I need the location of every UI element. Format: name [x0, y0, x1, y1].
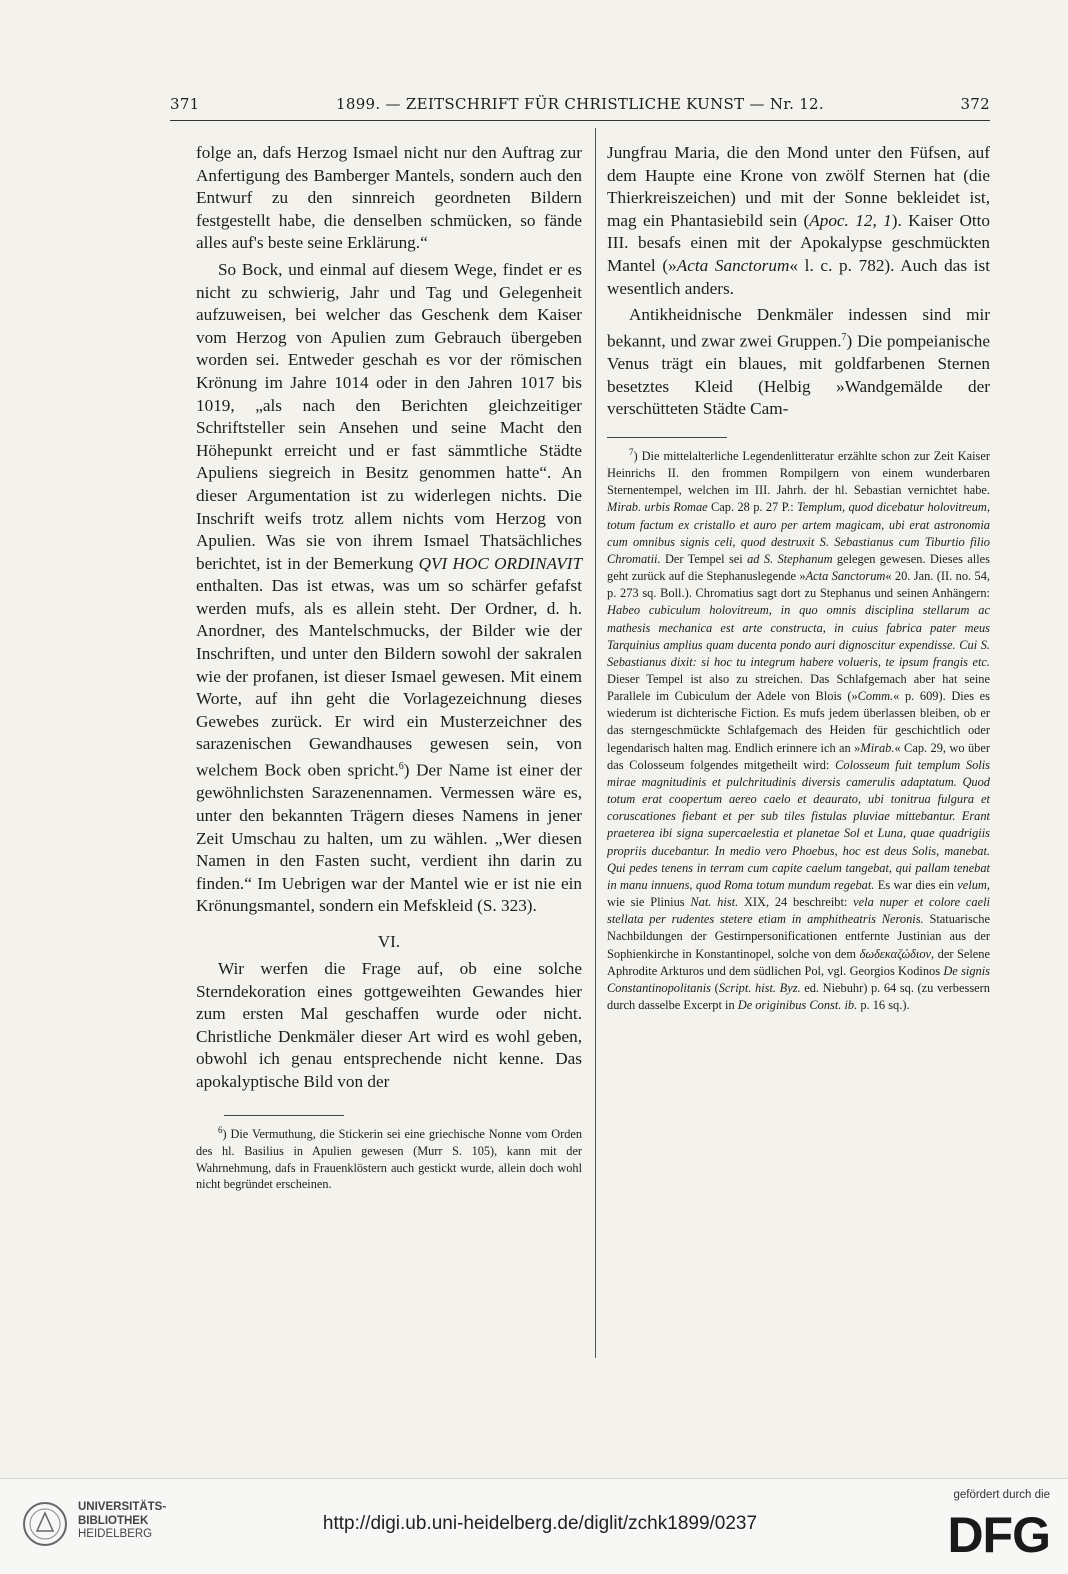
header-rule [170, 120, 990, 121]
i: De originibus Const. ib. [737, 997, 858, 1012]
permalink[interactable]: http://digi.ub.uni-heidelberg.de/diglit/zchk1899/0237 [322, 1513, 758, 1534]
t: Es war dies ein [877, 877, 954, 892]
funding-note: gefördert durch die [953, 1489, 1050, 1501]
t: « Cap. 29, wo über das Colosseum folgendes mitgetheilt wird: [607, 740, 991, 772]
paragraph [607, 304, 990, 421]
page-number-left: 371 [170, 95, 200, 113]
left-column [196, 142, 582, 1193]
paragraph [196, 259, 582, 918]
paragraph [607, 142, 990, 300]
t: Der Tempel sei [664, 551, 743, 566]
i: Habeo cubiculum holovitreum, in quo omnis disciplina stellarum ac mathesis mechanica est arte constructa, in cuius fabrica pater meus Tarquinius amplius quam ducenta pondo auri dignoscitur expendisse. Cui S. Sebastianus dixit: si hoc tu integrum habere volueris, te ipsum frangis etc. [607, 603, 990, 669]
viewer-footer [0, 1478, 1068, 1574]
i: Colosseum fuit templum Solis mirae magnitudinis et pulchritudinis diversis camerulis adaptatum. Quod totum erat coopertum aereo caelo et deaurato, ubi tonitrua fulgura et coruscationes fiebant et per sub tiles fistulas pluviae mittebantur. Erant praeterea ibi signa supercaelestia et planetae Sol et Luna, quae quadrigiis propriis ducebantur. In medio vero Phoebus, hoc est deus Solis, manebat. Qui pedes tenens in terram cum capite caelum tangebat, qui pallam tenebat in manu innuens, quod Roma totum mundum regebat. [607, 757, 990, 892]
t: p. 16 sq.). [860, 997, 910, 1012]
t: ( [714, 980, 719, 995]
i: Mirab. urbis Romae [607, 500, 708, 515]
footnote-ref: 7 [841, 331, 847, 343]
t: ed. Niebuhr) p. 64 sq. (zu verbessern durch dasselbe Excerpt in [607, 980, 990, 1012]
t: XIX, 24 beschreibt: [743, 895, 848, 910]
i: Templum, quod dicebatur holovitreum, totum factum ex cristallo et auro per artem magicam, ubi erat astronomia cum omnibus signis celi, quod destruxit S. Sebastianus cum Tiburtio filio Chromatii. [607, 500, 990, 566]
footnote-number: 6 [218, 1125, 223, 1136]
footnote-ref: 6 [398, 761, 404, 773]
text-run: Jungfrau Maria, die den Mond unter den Füfsen, auf dem Haupte eine Krone von zwölf Sternen hat (die Thierkreiszeichen) und mit der Sonne bekleidet ist, mag ein Phantasiebild sein ( [607, 143, 990, 230]
library-line: BIBLIOTHEK [78, 1514, 149, 1527]
text-run: enthalten. Das ist etwas, was um so schärfer gefafst werden mufs, als es allein steht. Der Ordner, d. h. Anordner, des Mantelschmucks, der Bilder wie der Inschriften, und unter den Bildern sowohl der sakralen wie der profanen, ist dieser Ismael gewesen. Mit einem Worte, auf ihn geht die Vorlagezeichnung dieses Gewebes zurück. Er wird ein Musterzeichner des sarazenischen Gewandhauses gewesen sein, von welchem Bock oben spricht. [196, 576, 582, 780]
citation: Acta Sanctorum [676, 255, 790, 275]
t: gelegen gewesen. Dieses alles geht zurück auf die Stephanuslegende » [607, 551, 990, 584]
t: , der Selene Aphrodite Arkturos und dem südlichen Pol, vgl. Georgios Kodinos [607, 946, 990, 978]
running-header [170, 95, 990, 121]
i: Nat. hist. [690, 895, 739, 910]
footnote-rule [224, 1115, 344, 1116]
footnote-rule [607, 437, 727, 438]
paragraph: Wir werfen die Frage auf, ob eine solche Sterndekoration eines gottgeweihten Gewandes hier zum ersten Mal geschaffen wurde oder nicht. Christliche Denkmäler dieser Art wird es wohl geben, obwohl ich genau entsprechende nicht kenne. Das apokalyptische Bild von der [196, 958, 582, 1091]
i: Script. hist. Byz. [718, 980, 801, 995]
right-column [607, 142, 990, 1014]
t: Cap. 28 p. 27 P.: [711, 500, 794, 515]
text-run: Antikheidnische Denkmäler indessen sind mir bekannt, und zwar zwei Gruppen. [607, 305, 990, 351]
t: Statuarische Nachbildungen der Gestirnpersonificationen entfernte Justinian aus der Sophienkirche in Konstantinopel, solche von dem [607, 912, 990, 961]
t: « p. 609). Dies es wiederum ist dichterische Fiction. Es mufs jedem überlassen bleiben, ob er das sterngeschmückte Schlafgemach des Heiden für geschichtlich oder legendarisch halten mag. Endlich erinnere ich an » [607, 689, 990, 755]
footnote-number: 7 [629, 446, 634, 457]
journal-title: 1899. — ZEITSCHRIFT FÜR CHRISTLICHE KUNST — Nr. 12. [336, 95, 824, 113]
greek-word: δωδεκαζώδιον [859, 946, 932, 961]
text-run: « l. c. p. 782). Auch das ist wesentlich anders. [607, 255, 990, 298]
i: Mirab. [860, 740, 895, 755]
i: ad S. Stephanum [747, 551, 833, 566]
t: ) Die mittelalterliche Legendenlitteratur erzählte schon zur Zeit Kaiser Heinrichs II. den frommen Rompilgern von einem wunderbaren Sternentempel, welchen im III. Jahrh. der hl. Sebastian vernichtet habe. [607, 448, 990, 498]
t: Dieser Tempel ist also zu streichen. Das Schlafgemach aber hat seine Parallele im Cubiculum der Adele von Blois (» [607, 672, 990, 704]
text-run: ) Die pompeianische Venus trägt ein blaues, mit goldfarbenen Sternen besetztes Kleid (Helbig »Wandgemälde der verschütteten Städte Cam- [607, 331, 990, 419]
university-seal-icon [22, 1501, 68, 1547]
i: velum [957, 877, 987, 892]
i: Acta Sanctorum [805, 569, 886, 584]
column-divider [595, 128, 596, 1358]
library-name [78, 1501, 166, 1542]
footnote [196, 1122, 582, 1192]
inscription: QVI HOC ORDINAVIT [418, 553, 582, 573]
paragraph: folge an, dafs Herzog Ismael nicht nur den Auftrag zur Anfertigung des Bamberger Mantels, sondern auch den Entwurf zu den sinnreich geordneten Bildern festgestellt habe, die denselben schmücken, so fände alles auf's beste seine Erklärung.“ [196, 143, 582, 253]
footnote [607, 444, 990, 1014]
i: Comm. [857, 689, 894, 704]
footnote-text: ) Die Vermuthung, die Stickerin sei eine griechische Nonne vom Orden des hl. Basilius in Apulien gewesen (Murr S. 105), kann mit der Wahrnehmung, dafs in Frauenklöstern auch gestickt wurde, allein doch wohl nicht begründet erscheinen. [196, 1127, 582, 1192]
library-line: UNIVERSITÄTS- [78, 1501, 167, 1513]
t: , wie sie Plinius [607, 877, 990, 910]
i: vela nuper et colore caeli stellata per rudentes stetere etiam in amphitheatris Neronis. [607, 895, 991, 927]
citation: Apoc. 12, 1 [809, 210, 892, 230]
text-run: So Bock, und einmal auf diesem Wege, findet er es nicht zu schwierig, Jahr und Tag und Gelegenheit aufzuweisen, bei welcher das Geschenk dem Kaiser vom Herzog von Apulien zum Gebrauch übergeben worden sei. Entweder geschah es vor der römischen Krönung im Jahre 1014 oder in den Jahren 1017 bis 1019, „als nach den Berichten gleichzeitiger Schriftsteller sein Ansehen und seine Macht den Höhepunkt erreicht und er fast sämmtliche Städte Apuliens siegreich in Besitz genommen hatte“. An dieser Argumentation ist zu widerlegen nichts. Die Inschrift weifs trotz allem nichts vom Herzog von Apulien. Was sie von ihrem Ismael Thatsächliches berichtet, ist in der Bemerkung [196, 259, 582, 573]
text-run: ). Kaiser Otto III. besafs einen mit der Apokalypse geschmückten Mantel (» [607, 210, 990, 275]
page-number-right: 372 [960, 95, 990, 113]
dfg-logo: DFG [947, 1507, 1050, 1563]
t: « 20. Jan. (II. no. 54, p. 273 sq. Boll.). Chromatius sagt dort zu Stephanus und seinen Anhängern: [607, 569, 990, 601]
library-line: HEIDELBERG [78, 1528, 153, 1541]
section-heading: VI. [377, 931, 401, 951]
i: De signis Constantinopolitanis [607, 963, 990, 995]
text-run: ) Der Name ist einer der gewöhnlichsten Sarazenennamen. Vermessen wäre es, unter den bekannten Trägern dieses Namens in jener Zeit Umschau zu halten, um zu wählen. „Wer diesen Namen in den Fasten sucht, verdient ihn darin zu finden.“ Im Uebrigen war der Mantel wie er ist nie ein Krönungsmantel, sondern ein Mefskleid (S. 323). [196, 760, 582, 916]
